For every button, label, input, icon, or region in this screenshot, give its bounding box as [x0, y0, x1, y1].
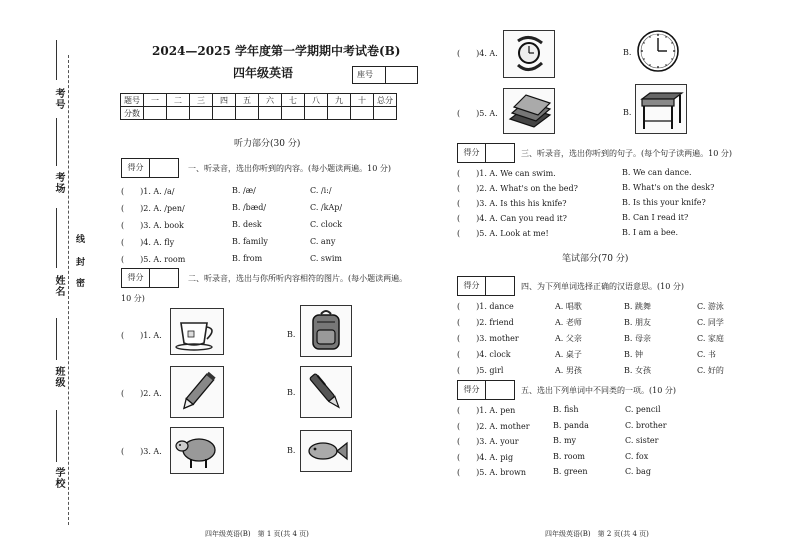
option-a: A. 唱歌	[555, 302, 582, 311]
score-box-label: 得分	[458, 381, 486, 399]
score-cell: 总分	[374, 94, 397, 107]
option-a: A. 父亲	[555, 334, 582, 343]
option-c: C. 游泳	[697, 302, 724, 311]
option-b: B.	[287, 446, 296, 455]
list-item: ( )2. friend	[457, 318, 514, 327]
score-box-label: 得分	[122, 159, 150, 177]
list-item: ( )2. A. /pen/	[121, 204, 185, 213]
option-b: B. 女孩	[624, 366, 651, 375]
option-b: B. panda	[553, 421, 589, 430]
score-cell: 三	[190, 94, 213, 107]
list-item: ( )5. A. room	[121, 255, 186, 264]
kaohao-underline	[56, 40, 57, 80]
pencil-icon[interactable]	[170, 366, 224, 418]
list-item: ( )3. A.	[121, 447, 162, 456]
list-item: ( )4. clock	[457, 350, 511, 359]
score-input-cell[interactable]	[374, 107, 397, 120]
list-item: ( )3. mother	[457, 334, 519, 343]
score-cell: 题号	[121, 94, 144, 107]
option-b: B. fish	[553, 405, 579, 414]
score-input-cell[interactable]	[305, 107, 328, 120]
option-b: B. 跳舞	[624, 302, 651, 311]
option-c: C. /i:/	[310, 186, 332, 195]
list-item: ( )2. A. mother	[457, 422, 530, 431]
xuexiao-underline	[56, 410, 57, 462]
option-b: B.	[623, 48, 632, 57]
option-c: C. brother	[625, 421, 667, 430]
list-item: ( )1. A. pen	[457, 406, 516, 415]
list-item: ( )4. A. Can you read it?	[457, 214, 567, 223]
exam-page-2	[397, 0, 794, 549]
option-b: B. /æ/	[232, 186, 256, 195]
score-box-3[interactable]	[457, 143, 515, 163]
backpack-icon[interactable]	[300, 305, 352, 357]
score-input-cell[interactable]	[213, 107, 236, 120]
score-cell: 十	[351, 94, 374, 107]
option-b: B. /bæd/	[232, 203, 267, 212]
wall-clock-icon[interactable]	[635, 28, 681, 74]
option-b: B. my	[553, 436, 577, 445]
section1-title: 一、听录音，选出你听到的内容。(每小题读两遍。10 分)	[188, 164, 391, 173]
list-item: ( )2. A.	[121, 389, 162, 398]
score-box-label: 得分	[458, 144, 486, 162]
pen-icon[interactable]	[300, 366, 352, 418]
score-input-cell[interactable]	[167, 107, 190, 120]
option-a: A. 男孩	[555, 366, 582, 375]
option-c: C. bag	[625, 467, 651, 476]
exam-subtitle: 四年级英语	[233, 66, 294, 80]
list-item: ( )1. dance	[457, 302, 514, 311]
option-c: C. 家庭	[697, 334, 724, 343]
option-c: C. swim	[310, 254, 343, 263]
list-item: ( )3. A. book	[121, 221, 184, 230]
xuexiao-label: 学校	[53, 467, 64, 489]
teacup-icon[interactable]	[170, 308, 224, 355]
score-box-1[interactable]	[121, 158, 179, 178]
footer-page-1: 四年级英语(B) 第 1 页(共 4 页)	[205, 530, 309, 538]
wristwatch-icon[interactable]	[503, 30, 555, 78]
option-b: B. desk	[232, 220, 262, 229]
banji-underline	[56, 318, 57, 360]
seat-number-label: 座号	[357, 70, 373, 79]
score-input-cell[interactable]	[236, 107, 259, 120]
option-c: C. pencil	[625, 405, 661, 414]
option-c: C. fox	[625, 452, 649, 461]
section5-title: 五、选出下列单词中不同类的一项。(10 分)	[521, 386, 676, 395]
score-cell: 一	[144, 94, 167, 107]
option-b: B. Can I read it?	[622, 213, 689, 222]
score-input-cell[interactable]	[190, 107, 213, 120]
score-input-cell[interactable]	[144, 107, 167, 120]
section3-title: 三、听录音，选出你听到的句子。(每个句子读两遍。10 分)	[521, 149, 732, 158]
score-cell: 五	[236, 94, 259, 107]
score-input-cell[interactable]	[259, 107, 282, 120]
score-table	[120, 93, 397, 120]
sheep-icon[interactable]	[170, 427, 224, 474]
kaohao-label: 考号	[53, 88, 64, 110]
score-cell: 九	[328, 94, 351, 107]
banji-label: 班级	[53, 366, 64, 388]
score-input-cell[interactable]	[282, 107, 305, 120]
option-b: B. Is this your knife?	[622, 198, 706, 207]
option-b: B.	[287, 388, 296, 397]
listening-section-title: 听力部分(30 分)	[234, 139, 301, 149]
list-item: ( )3. A. your	[457, 437, 519, 446]
score-cell: 四	[213, 94, 236, 107]
option-b: B. from	[232, 254, 263, 263]
xingming-underline	[56, 208, 57, 268]
option-a: A. 桌子	[555, 350, 582, 359]
exam-title: 2024—2025 学年度第一学期期中考试卷(B)	[152, 44, 401, 58]
option-b: B. 朋友	[624, 318, 651, 327]
option-c: C. /kAp/	[310, 203, 343, 212]
option-b: B. room	[553, 452, 586, 461]
list-item: ( )1. A. We can swim.	[457, 169, 556, 178]
desk-icon[interactable]	[635, 84, 687, 134]
option-c: C. any	[310, 237, 336, 246]
mi-label: 密	[74, 278, 84, 288]
writing-section-title: 笔试部分(70 分)	[562, 254, 629, 264]
list-item: ( )5. A.	[457, 109, 498, 118]
list-item: ( )4. A. fly	[121, 238, 175, 247]
list-item: ( )5. A. Look at me!	[457, 229, 549, 238]
option-b: B.	[287, 330, 296, 339]
fish-icon[interactable]	[300, 430, 352, 472]
score-cell: 八	[305, 94, 328, 107]
xian-label: 线	[74, 234, 84, 244]
score-box-2[interactable]	[121, 268, 179, 288]
option-b: B. green	[553, 467, 588, 476]
option-b: B. We can dance.	[622, 168, 692, 177]
option-b: B. family	[232, 237, 268, 246]
list-item: ( )4. A. pig	[457, 453, 514, 462]
score-cell: 六	[259, 94, 282, 107]
score-input-cell[interactable]	[351, 107, 374, 120]
xingming-label: 姓名	[53, 275, 64, 297]
section2-title-cont: 10 分)	[121, 294, 145, 303]
option-b: B. 母亲	[624, 334, 651, 343]
option-a: A. 老师	[555, 318, 582, 327]
option-c: C. sister	[625, 436, 659, 445]
option-b: B. What's on the desk?	[622, 183, 715, 192]
section4-title: 四、为下列单词选择正确的汉语意思。(10 分)	[521, 282, 684, 291]
option-c: C. 同学	[697, 318, 724, 327]
score-box-5[interactable]	[457, 380, 515, 400]
option-c: C. 好的	[697, 366, 724, 375]
list-item: ( )3. A. Is this his knife?	[457, 199, 567, 208]
books-icon[interactable]	[503, 88, 555, 134]
binding-dashed-line	[68, 55, 69, 525]
option-c: C. clock	[310, 220, 343, 229]
score-box-label: 得分	[122, 269, 150, 287]
option-b: B. 钟	[624, 350, 643, 359]
score-cell: 二	[167, 94, 190, 107]
score-cell: 七	[282, 94, 305, 107]
score-box-label: 得分	[458, 277, 486, 295]
score-box-4[interactable]	[457, 276, 515, 296]
list-item: ( )2. A. What's on the bed?	[457, 184, 578, 193]
list-item: ( )5. girl	[457, 366, 504, 375]
kaochang-underline	[56, 118, 57, 166]
score-cell: 分数	[121, 107, 144, 120]
option-c: C. 书	[697, 350, 716, 359]
kaochang-label: 考场	[53, 172, 64, 194]
option-b: B.	[623, 108, 632, 117]
option-b: B. I am a bee.	[622, 228, 679, 237]
score-input-cell[interactable]	[328, 107, 351, 120]
list-item: ( )4. A.	[457, 49, 498, 58]
list-item: ( )1. A. /a/	[121, 187, 175, 196]
feng-label: 封	[74, 257, 84, 267]
footer-page-2: 四年级英语(B) 第 2 页(共 4 页)	[545, 530, 649, 538]
list-item: ( )1. A.	[121, 331, 162, 340]
list-item: ( )5. A. brown	[457, 468, 527, 477]
section2-title: 二、听录音，选出与你所听内容相符的图片。(每小题读两遍。	[188, 274, 408, 283]
